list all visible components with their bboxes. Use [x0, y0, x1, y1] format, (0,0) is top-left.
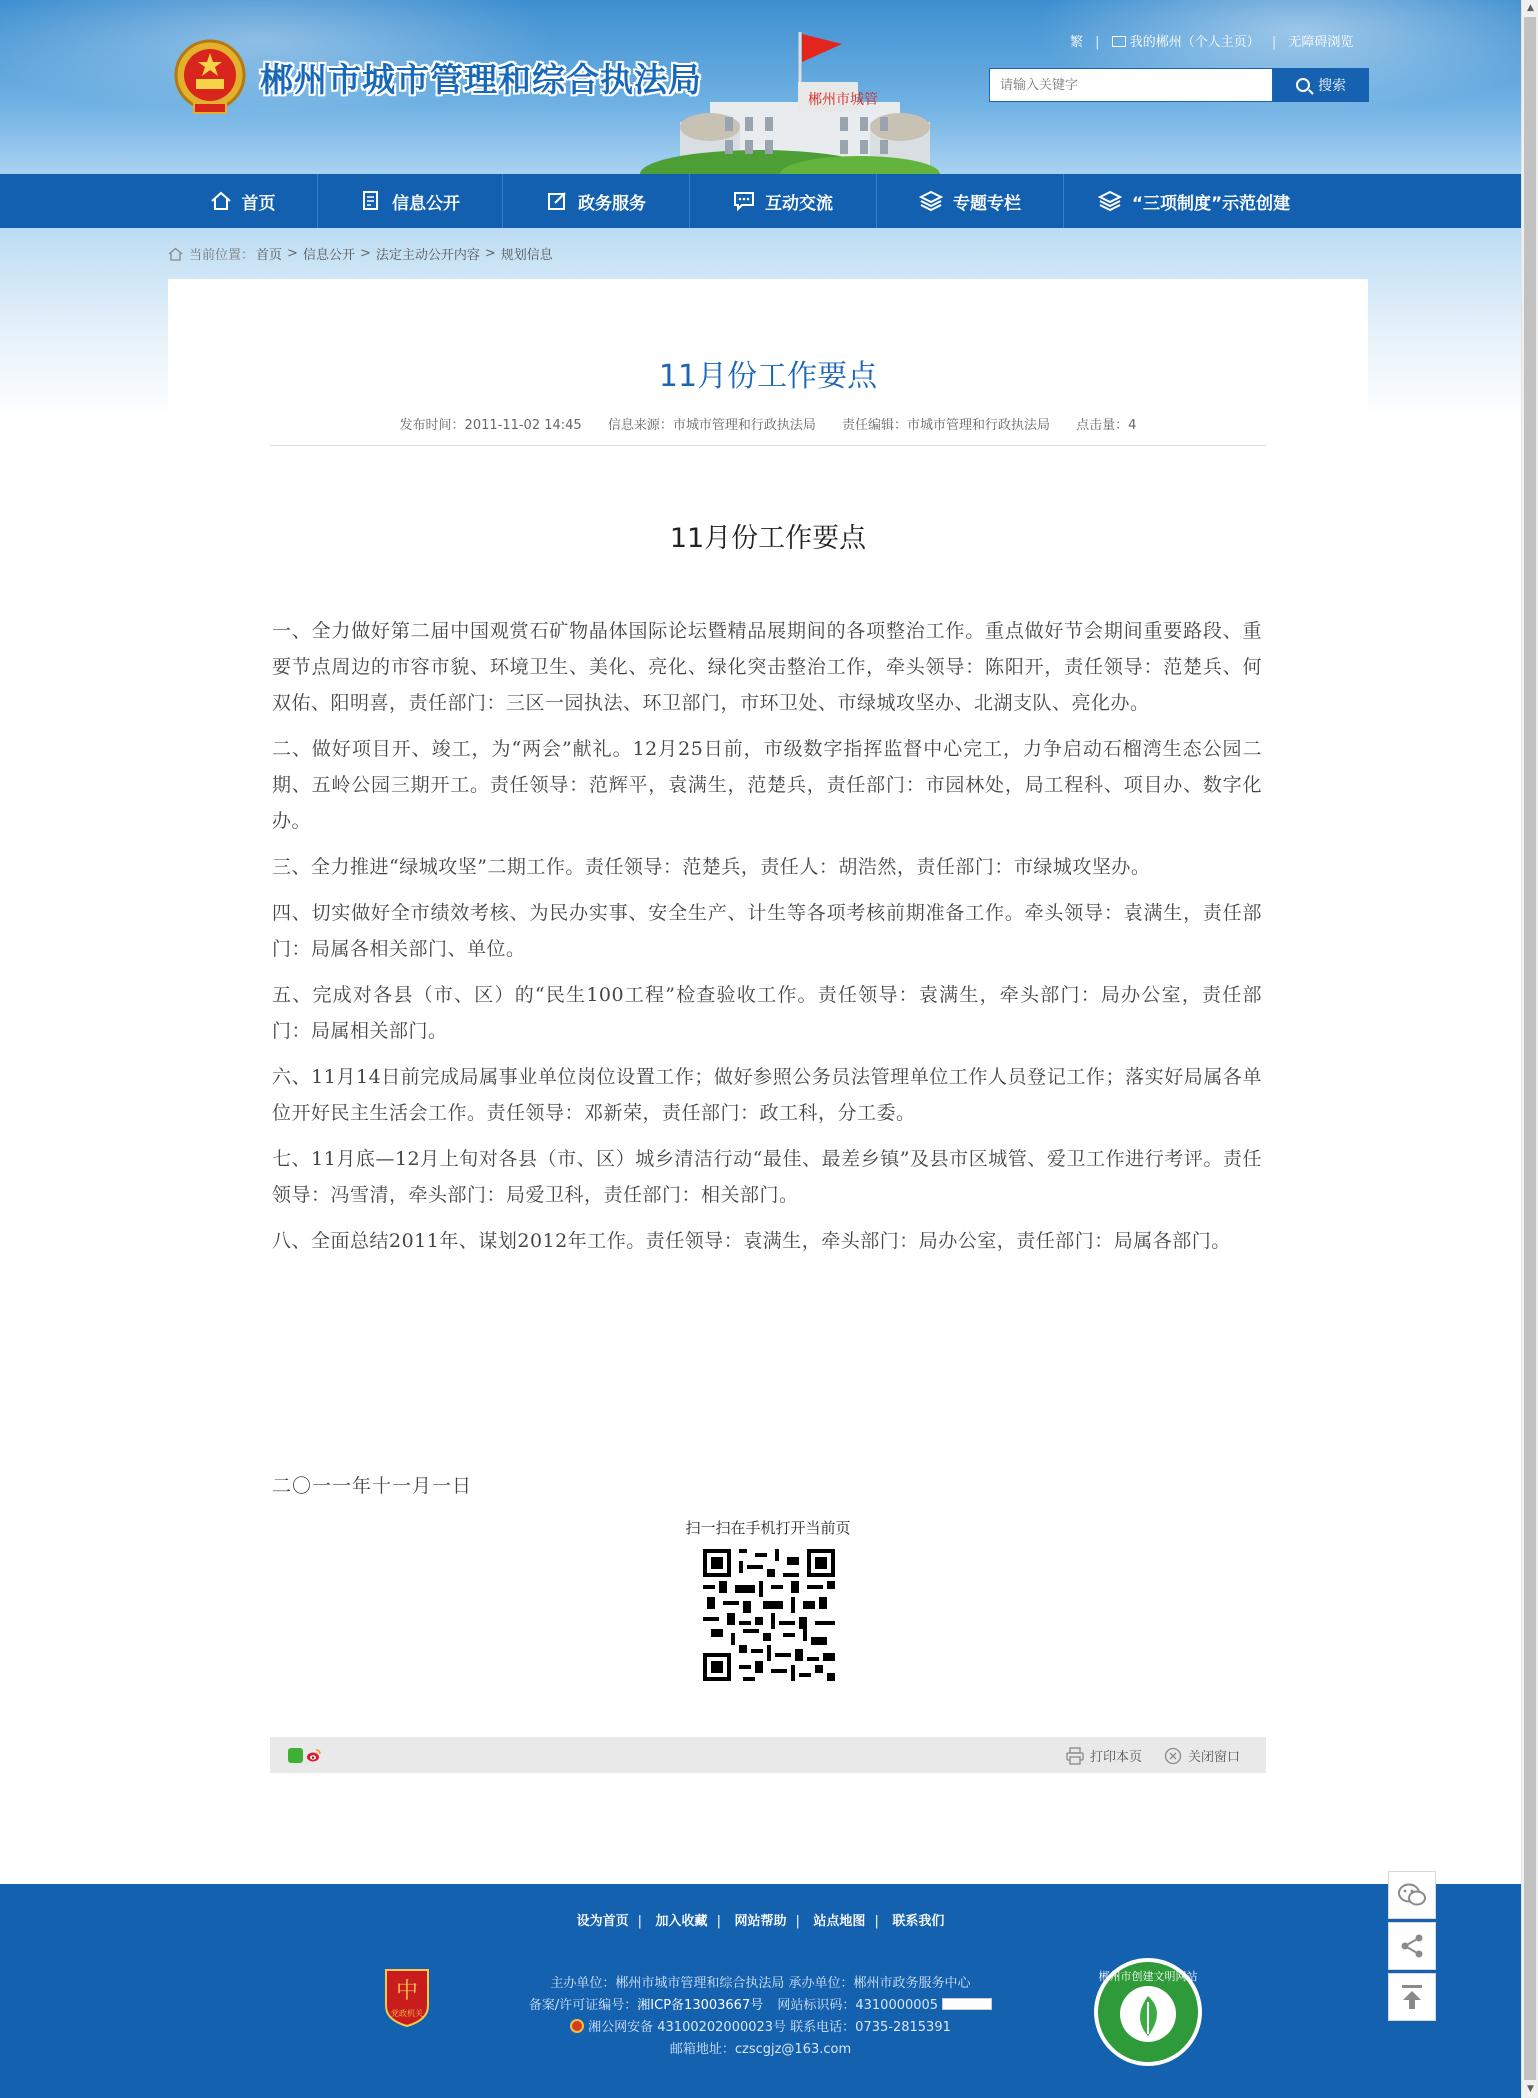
nav-item-label: 信息公开	[392, 193, 460, 214]
back-to-top-button[interactable]	[1388, 1973, 1436, 2021]
paragraph: 七、11月底—12月上旬对各县（市、区）城乡清洁行动“最佳、最差乡镇”及县市区城管、爱卫工作进行考评。责任领导：冯雪清，牵头部门：局爱卫科，责任部门：相关部门。	[272, 1148, 1262, 1206]
site-code: 网站标识码：4310000005	[777, 1998, 939, 2013]
site-footer	[0, 1884, 1521, 2098]
publish-time: 发布时间：2011-11-02 14:45	[399, 418, 582, 433]
divider: |	[1095, 35, 1100, 50]
divider: |	[637, 1914, 643, 1929]
breadcrumb-item[interactable]: 规划信息	[500, 248, 553, 263]
civ-logo-text: 郴州市创建文明网站	[1098, 1970, 1198, 1983]
info-source: 信息来源：市城市管理和行政执法局	[607, 418, 816, 433]
search-box	[989, 68, 1273, 102]
nav-item-label: “三项制度”示范创建	[1131, 193, 1291, 214]
footer-link-set-home[interactable]: 设为首页	[576, 1914, 629, 1929]
scrollbar-thumb[interactable]	[1524, 17, 1536, 2080]
printer-icon	[1066, 1747, 1084, 1765]
footer-sponsor: 主办单位：郴州市城市管理和综合执法局 承办单位：郴州市政务服务中心	[550, 1976, 971, 1991]
footer-links	[0, 1910, 1521, 1929]
search-input[interactable]	[990, 69, 1272, 101]
breadcrumb-item[interactable]: 法定主动公开内容	[375, 248, 480, 263]
layers-icon	[919, 190, 943, 212]
site-title[interactable]: 郴州市城市管理和综合执法局	[260, 60, 702, 99]
nav-item-label: 专题专栏	[953, 193, 1021, 214]
share-float-button[interactable]	[1388, 1922, 1436, 1970]
police-record[interactable]: 湘公网安备 43100202000023号 联系电话：0735-2815391	[588, 2020, 951, 2035]
home-icon	[210, 190, 232, 212]
nav-item-gov-services[interactable]	[503, 174, 690, 228]
footer-link-help[interactable]: 网站帮助	[734, 1914, 787, 1929]
footer-police	[0, 2016, 1521, 2035]
nav-item-three-systems[interactable]	[1064, 174, 1324, 228]
nav-item-interaction[interactable]	[690, 174, 877, 228]
government-building-image	[560, 22, 1060, 174]
search-button-label: 搜索	[1318, 78, 1346, 94]
footer-link-favorite[interactable]: 加入收藏	[655, 1914, 708, 1929]
nav-item-info-disclosure[interactable]	[318, 174, 503, 228]
wechat-icon	[1397, 1882, 1427, 1908]
print-button[interactable]	[1066, 1746, 1142, 1765]
breadcrumb-label: 当前位置：	[189, 248, 255, 263]
divider: |	[1271, 35, 1277, 50]
arrow-up-icon	[1400, 1984, 1424, 2010]
gov-badge-text: 党政机关	[391, 2009, 423, 2018]
breadcrumb-separator: >	[359, 246, 371, 261]
close-label: 关闭窗口	[1188, 1750, 1241, 1765]
divider: |	[874, 1914, 879, 1929]
breadcrumb-item[interactable]: 信息公开	[302, 248, 355, 263]
icp-link[interactable]: 湘ICP备13003667号	[637, 1998, 764, 2013]
monitor-icon	[1112, 36, 1126, 47]
breadcrumb	[168, 244, 553, 263]
breadcrumb-item[interactable]: 首页	[256, 248, 283, 263]
edit-icon	[546, 190, 568, 212]
print-label: 打印本页	[1090, 1750, 1143, 1765]
document-icon	[360, 190, 382, 212]
building-sign: 郴州市城管	[808, 92, 878, 108]
civilized-website-logo-icon[interactable]	[1092, 1956, 1204, 2068]
floating-side-tools	[1388, 1871, 1436, 2024]
my-chenzhou-link[interactable]	[1112, 31, 1260, 50]
nav-item-label: 政务服务	[578, 193, 646, 214]
search-button[interactable]	[1273, 68, 1369, 102]
paragraph: 二、做好项目开、竣工，为“两会”献礼。12月25日前，市级数字指挥监督中心完工，力争启动石榴湾生态公园二期、五岭公园三期开工。责任领导：范辉平，袁满生，范楚兵，责任部门：市园林处，局工程科、项目办、数字化办。	[272, 738, 1262, 832]
wechat-float-button[interactable]	[1388, 1871, 1436, 1919]
paragraph: 三、全力推进“绿城攻坚”二期工作。责任领导：范楚兵，责任人：胡浩然，责任部门：市绿城攻坚办。	[272, 856, 1151, 878]
wechat-share-icon[interactable]	[288, 1748, 303, 1763]
home-icon	[168, 247, 183, 261]
article-panel	[168, 279, 1368, 1839]
paragraph: 五、完成对各县（市、区）的“民生100工程”检查验收工作。责任领导：袁满生，牵头部门：局办公室，责任部门：局属相关部门。	[272, 984, 1262, 1042]
national-emblem-icon	[172, 37, 248, 117]
site-flag-icon	[942, 1998, 992, 2010]
article-body	[272, 613, 1262, 1269]
view-count: 点击量：4	[1076, 418, 1137, 433]
svg-text:中: 中	[395, 1979, 419, 2004]
nav-item-special-topics[interactable]	[877, 174, 1064, 228]
scroll-up-arrow-icon[interactable]: ▲	[1527, 3, 1534, 13]
nav-item-label: 首页	[241, 193, 276, 214]
icp-label: 备案/许可证编号：	[528, 1998, 638, 2013]
divider: |	[716, 1914, 721, 1929]
responsible-editor: 责任编辑：市城市管理和行政执法局	[842, 418, 1051, 433]
site-header	[0, 0, 1521, 174]
footer-email: 邮箱地址：czscgjz@163.com	[669, 2042, 852, 2057]
divider	[270, 445, 1266, 446]
nav-item-label: 互动交流	[765, 193, 833, 214]
document-title: 11月份工作要点	[669, 523, 867, 554]
share-icon	[1399, 1933, 1425, 1959]
close-window-button[interactable]	[1164, 1746, 1240, 1765]
article-meta	[168, 414, 1368, 433]
paragraph: 六、11月14日前完成局属事业单位岗位设置工作；做好参照公务员法管理单位工作人员登记工作；落实好局属各单位开好民主生活会工作。责任领导：邓新荣，责任部门：政工科，分工委。	[272, 1066, 1262, 1124]
scroll-down-arrow-icon[interactable]: ▼	[1527, 2084, 1534, 2094]
qr-code-icon	[703, 1549, 835, 1681]
accessibility-link[interactable]: 无障碍浏览	[1288, 35, 1354, 50]
breadcrumb-separator: >	[484, 246, 496, 261]
vertical-scrollbar[interactable]	[1521, 0, 1538, 2098]
layers-icon	[1098, 190, 1122, 212]
paragraph: 一、全力做好第二届中国观赏石矿物晶体国际论坛暨精品展期间的各项整治工作。重点做好节会期间重要路段、重要节点周边的市容市貌、环境卫生、美化、亮化、绿化突击整治工作，牵头领导：陈阳开，责任领导：范楚兵、何双佑、阳明喜，责任部门：三区一园执法、环卫部门，市环卫处、市绿城攻坚办、北湖支队、亮化办。	[272, 620, 1262, 714]
qr-caption: 扫一扫在手机打开当前页	[685, 1519, 851, 1537]
paragraph: 四、切实做好全市绩效考核、为民办实事、安全生产、计生等各项考核前期准备工作。牵头领导：袁满生，责任部门：局属各相关部门、单位。	[272, 902, 1262, 960]
footer-icp	[0, 1994, 1521, 2013]
nav-item-home[interactable]	[168, 174, 318, 228]
footer-link-sitemap[interactable]: 站点地图	[813, 1914, 866, 1929]
divider: |	[795, 1914, 800, 1929]
my-chenzhou-label: 我的郴州（个人主页）	[1129, 35, 1260, 50]
main-nav	[0, 174, 1521, 228]
article-toolbar	[270, 1737, 1266, 1773]
article-title: 11月份工作要点	[658, 359, 878, 394]
breadcrumb-separator: >	[287, 246, 298, 261]
police-badge-icon	[570, 2019, 584, 2033]
document-date: 二〇一一年十一月一日	[272, 1475, 473, 1497]
top-links	[1070, 31, 1353, 50]
footer-link-contact[interactable]: 联系我们	[892, 1914, 945, 1929]
search-icon	[1296, 78, 1310, 92]
paragraph: 八、全面总结2011年、谋划2012年工作。责任领导：袁满生，牵头部门：局办公室，责任部门：局属各部门。	[272, 1230, 1231, 1252]
traditional-chinese-link[interactable]: 繁	[1070, 35, 1084, 50]
weibo-share-icon[interactable]	[306, 1748, 321, 1763]
close-icon	[1164, 1747, 1182, 1765]
chat-icon	[733, 190, 755, 212]
